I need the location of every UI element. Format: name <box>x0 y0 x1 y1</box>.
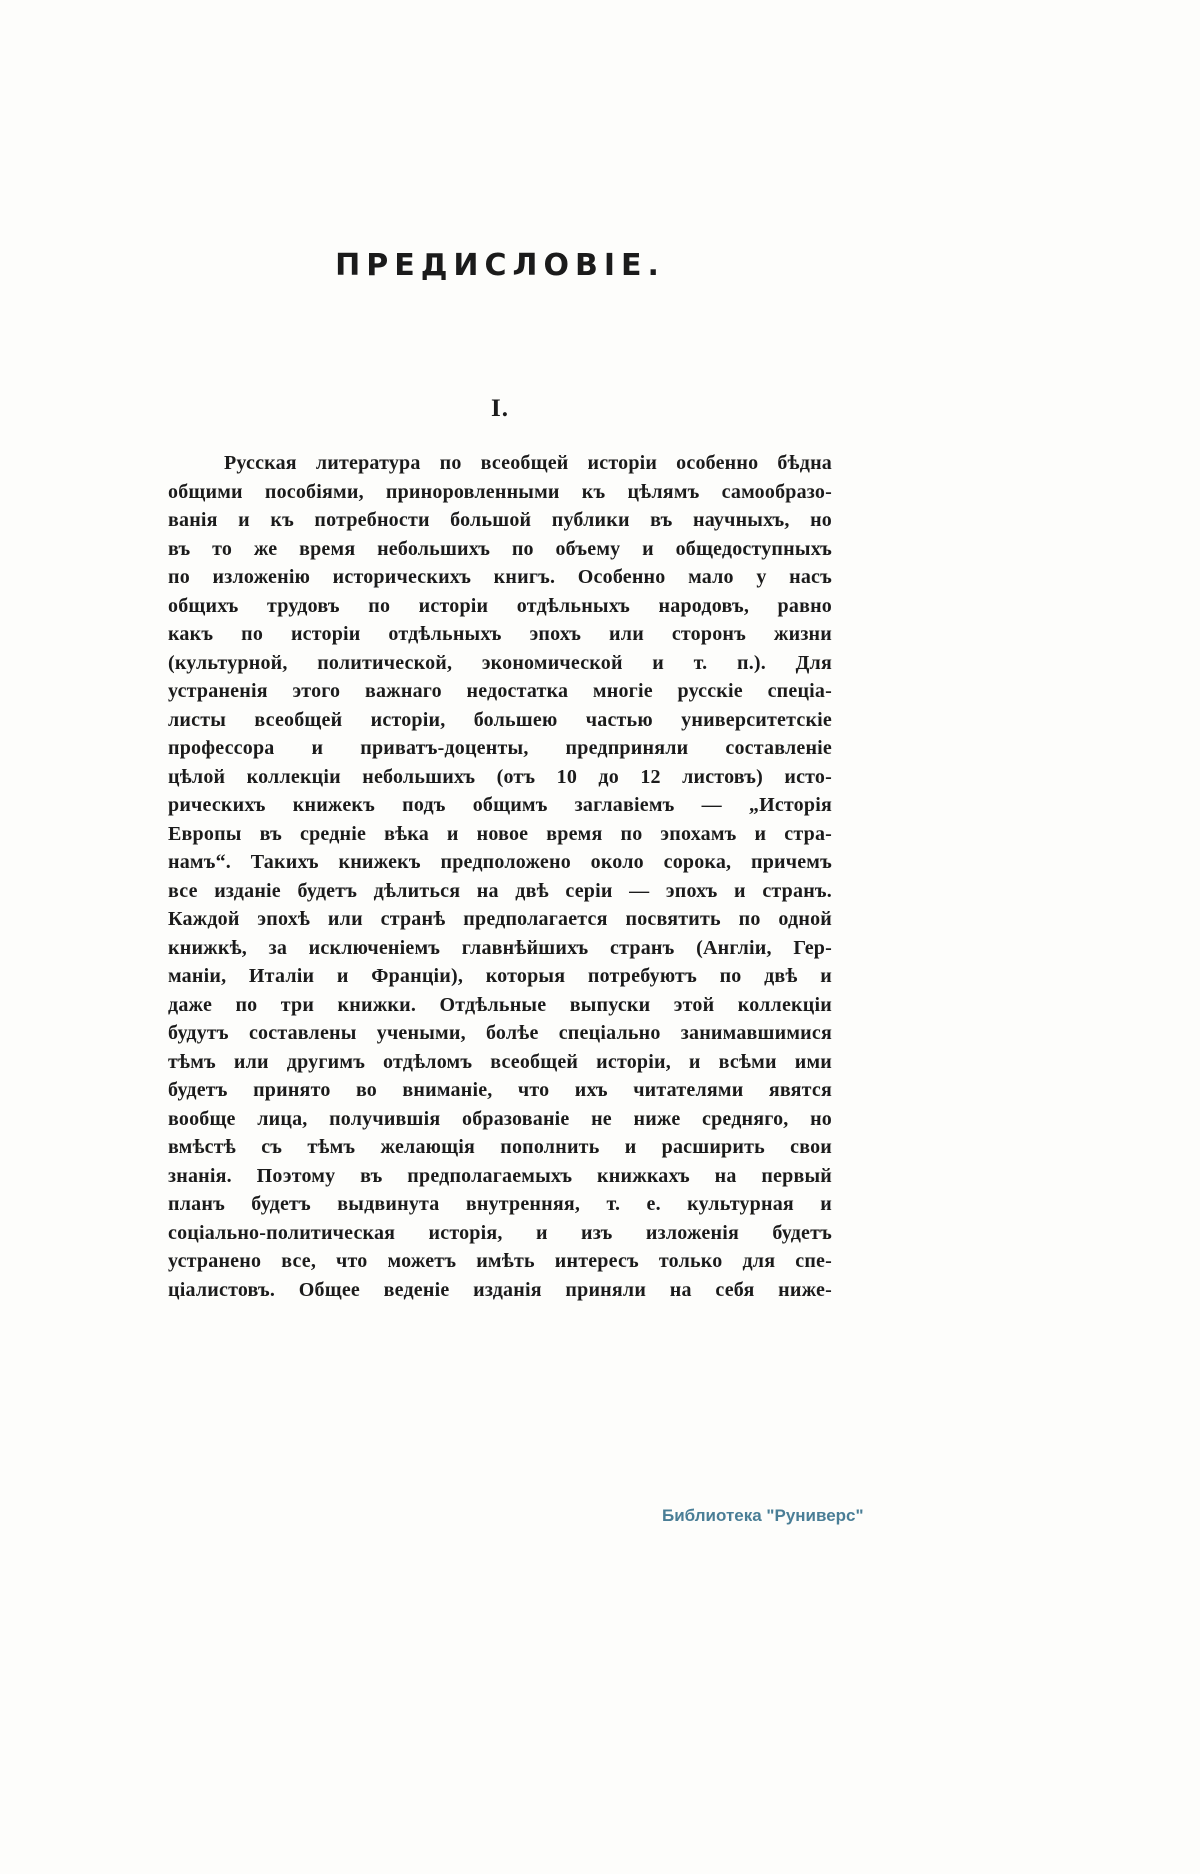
text-line: профессора и приватъ-доценты, предприняли составленіе <box>168 737 832 759</box>
text-line: рическихъ книжекъ подъ общимъ заглавіемъ — „Исторія <box>168 794 832 816</box>
text-line: Русская литература по всеобщей исторіи особенно бѣдна <box>224 452 832 474</box>
text-line: Каждой эпохѣ или странѣ предполагается посвятить по одной <box>168 908 832 930</box>
text-line: будутъ составлены учеными, болѣе спеціально занимавшимися <box>168 1022 832 1044</box>
text-line: Европы въ средніе вѣка и новое время по эпохамъ и стра- <box>168 822 832 845</box>
text-line: листы всеобщей исторіи, большею частью университетскіе <box>168 708 832 731</box>
text-line: все изданіе будетъ дѣлиться на двѣ серіи — эпохъ и странъ. <box>168 879 832 902</box>
text-line: вмѣстѣ съ тѣмъ желающія пополнить и расширить свои <box>168 1136 832 1158</box>
text-line: ванія и къ потребности большой публики въ научныхъ, но <box>168 509 832 531</box>
section-number: I. <box>491 395 509 422</box>
text-line: вообще лица, получившія образованіе не ниже средняго, но <box>168 1107 832 1130</box>
text-line: общими пособіями, приноровленными къ цѣлямъ самообразо- <box>168 480 832 503</box>
text-line: въ то же время небольшихъ по объему и общедоступныхъ <box>168 537 832 560</box>
preface-paragraph <box>168 449 832 1304</box>
text-line: намъ“. Такихъ книжекъ предположено около сорока, причемъ <box>168 851 832 873</box>
text-line: тѣмъ или другимъ отдѣломъ всеобщей исторіи, и всѣми ими <box>168 1050 832 1073</box>
text-line: какъ по исторіи отдѣльныхъ эпохъ или сторонъ жизни <box>168 623 832 645</box>
text-line: даже по три книжки. Отдѣльные выпуски этой коллекціи <box>168 993 832 1016</box>
page-title: ПРЕДИСЛОВIЕ. <box>335 248 665 283</box>
text-line: книжкѣ, за исключеніемъ главнѣйшихъ странъ (Англіи, Гер- <box>168 936 832 959</box>
text-line: по изложенію историческихъ книгъ. Особенно мало у насъ <box>168 566 832 588</box>
text-line: планъ будетъ выдвинута внутренняя, т. е. культурная и <box>168 1193 832 1215</box>
library-watermark: Библиотека "Руниверс" <box>662 1506 864 1525</box>
text-line: будетъ принято во вниманіе, что ихъ читателями явятся <box>168 1079 832 1101</box>
text-line: (культурной, политической, экономической и т. п.). Для <box>168 651 832 674</box>
text-line: соціально-политическая исторія, и изъ изложенія будетъ <box>168 1221 832 1244</box>
text-line: ціалистовъ. Общее веденіе изданія приняли на себя ниже- <box>168 1278 832 1301</box>
text-line: цѣлой коллекціи небольшихъ (отъ 10 до 12 листовъ) исто- <box>168 765 832 788</box>
text-line: маніи, Италіи и Франціи), которыя потребуютъ по двѣ и <box>168 965 832 987</box>
text-line: устраненія этого важнаго недостатка многіе русскіе спеціа- <box>168 680 832 702</box>
text-line: устранено все, что можетъ имѣть интересъ только для спе- <box>168 1250 832 1272</box>
text-line: знанія. Поэтому въ предполагаемыхъ книжкахъ на первый <box>168 1164 832 1187</box>
text-line: общихъ трудовъ по исторіи отдѣльныхъ народовъ, равно <box>168 594 832 617</box>
text-column <box>168 248 832 1304</box>
